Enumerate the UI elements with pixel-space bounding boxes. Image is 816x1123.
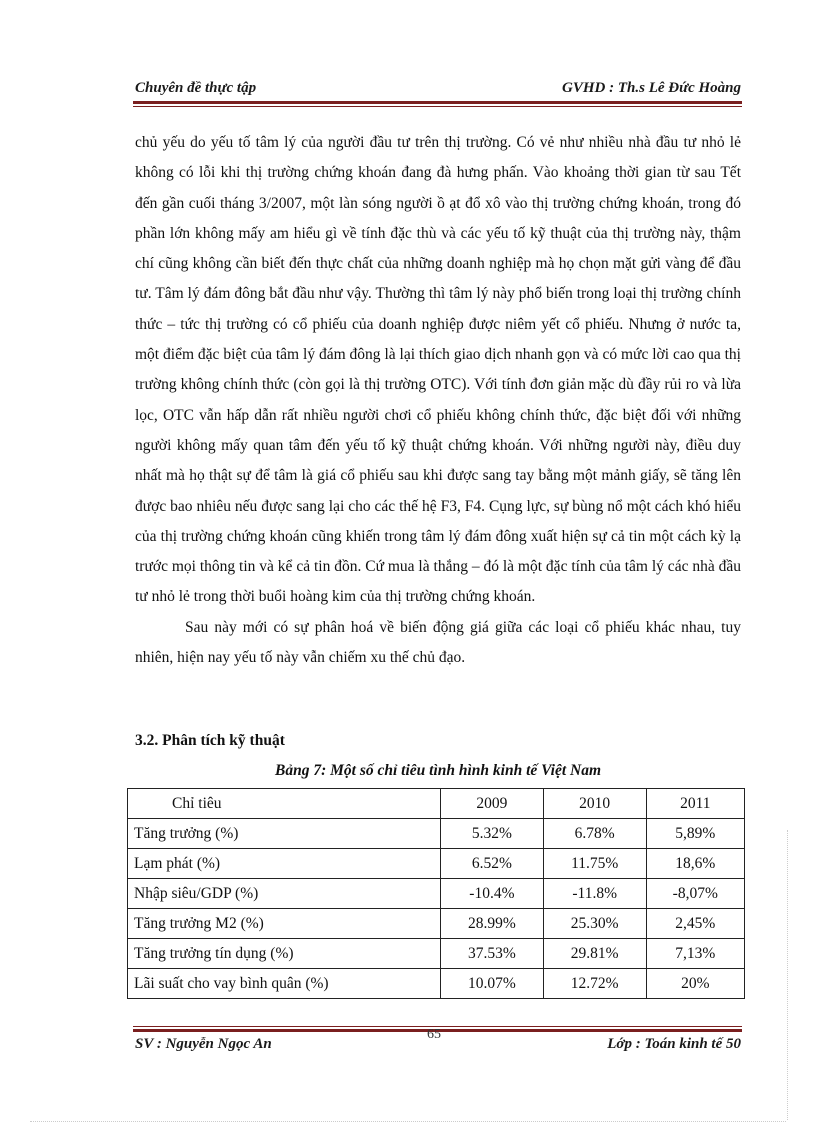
- table-cell: Tăng trưởng (%): [128, 819, 441, 849]
- header-title: Chuyên đề thực tập: [135, 80, 257, 96]
- economic-indicators-table: [127, 788, 745, 999]
- table-cell: 29.81%: [543, 939, 646, 969]
- table-cell: -11.8%: [543, 879, 646, 909]
- table-cell: Tăng trưởng tín dụng (%): [128, 939, 441, 969]
- table-cell: Tăng trưởng M2 (%): [128, 909, 441, 939]
- table-cell: 5,89%: [646, 819, 744, 849]
- table-cell: 6.52%: [441, 849, 544, 879]
- table-header-cell: 2009: [441, 789, 544, 819]
- body-text: [135, 128, 741, 673]
- table-row: [128, 879, 745, 909]
- header-rule: [133, 101, 742, 107]
- table-cell: 37.53%: [441, 939, 544, 969]
- section-title: 3.2. Phân tích kỹ thuật: [135, 732, 285, 749]
- header-advisor: GVHD : Th.s Lê Đức Hoàng: [562, 80, 741, 96]
- page-number: 65: [427, 1027, 441, 1042]
- table-cell: 20%: [646, 969, 744, 999]
- table-cell: Lạm phát (%): [128, 849, 441, 879]
- table-cell: 28.99%: [441, 909, 544, 939]
- footer-class: Lớp : Toán kinh tế 50: [607, 1036, 741, 1052]
- page-border-bottom: [30, 1121, 786, 1122]
- table-header-cell: 2011: [646, 789, 744, 819]
- table-row: [128, 819, 745, 849]
- page-border-right: [787, 830, 788, 1120]
- table-cell: 11.75%: [543, 849, 646, 879]
- paragraph-2: Sau này mới có sự phân hoá về biến động giá giữa các loại cổ phiếu khác nhau, tuy nhiên, hiện nay yếu tố này vẫn chiếm xu thế chủ đạo.: [135, 618, 741, 667]
- page-header: [135, 80, 741, 102]
- table-header-cell: 2010: [543, 789, 646, 819]
- table-cell: 5.32%: [441, 819, 544, 849]
- table-cell: 25.30%: [543, 909, 646, 939]
- table-caption: Bảng 7: Một số chỉ tiêu tình hình kinh tế Việt Nam: [274, 762, 601, 779]
- table-row: [128, 939, 745, 969]
- table-cell: 7,13%: [646, 939, 744, 969]
- table-row: [128, 849, 745, 879]
- paragraph-1: chủ yếu do yếu tố tâm lý của người đầu tư trên thị trường. Có vẻ như nhiều nhà đầu tư nhỏ lẻ không có lỗi khi thị trường chứng khoán đang đà hưng phấn. Vào khoảng thời gian từ sau Tết đến gần cuối tháng 3/2007, một làn sóng người ồ ạt đổ xô vào thị trường chứng khoán, trong đó phần lớn không mấy am hiểu gì về tính đặc thù và các yếu tố kỹ thuật của thị trường này, thậm chí cũng không cần biết đến thực chất của những doanh nghiệp mà họ chọn mặt gửi vàng để đầu tư. Tâm lý đám đông bắt đầu như vậy. Thường thì tâm lý này phổ biến trong loại thị trường chính thức – tức thị trường có cổ phiếu của doanh nghiệp được niêm yết cổ phiếu. Nhưng ở nước ta, một điểm đặc biệt của tâm lý đám đông là lại thích giao dịch nhanh gọn và có mức lời cao qua thị trường không chính thức (còn gọi là thị trường OTC). Với tính đơn giản mặc dù đầy rủi ro và lừa lọc, OTC vẫn hấp dẫn rất nhiều người chơi cổ phiếu không chính thức, đặc biệt đối với những người không mấy quan tâm đến yếu tố kỹ thuật chứng khoán. Với những người này, điều duy nhất mà họ thật sự để tâm là giá cổ phiếu sau khi được sang tay bằng một mảnh giấy, sẽ tăng lên được bao nhiêu nếu được sang lại cho các thế hệ F3, F4. Cụng lực, sự bùng nổ một cách khó hiểu của thị trường chứng khoán cũng khiến trong tâm lý đám đông xuất hiện sự cả tin một cách kỳ lạ trước mọi thông tin và kể cả tin đồn. Cứ mua là thắng – đó là một đặc tính của tâm lý các nhà đầu tư nhỏ lẻ trong thời buổi hoàng kim của thị trường chứng khoán.: [135, 134, 741, 606]
- page-footer: [135, 1036, 741, 1058]
- table-header-row: [128, 789, 745, 819]
- table-cell: 12.72%: [543, 969, 646, 999]
- table-cell: 2,45%: [646, 909, 744, 939]
- table-cell: 6.78%: [543, 819, 646, 849]
- table-row: [128, 909, 745, 939]
- table-row: [128, 969, 745, 999]
- table-cell: Lãi suất cho vay bình quân (%): [128, 969, 441, 999]
- table-cell: 10.07%: [441, 969, 544, 999]
- table-cell: -8,07%: [646, 879, 744, 909]
- table-cell: Nhập siêu/GDP (%): [128, 879, 441, 909]
- footer-student: SV : Nguyễn Ngọc An: [135, 1036, 272, 1052]
- table-cell: -10.4%: [441, 879, 544, 909]
- table-cell: 18,6%: [646, 849, 744, 879]
- table-header-cell: Chỉ tiêu: [128, 789, 441, 819]
